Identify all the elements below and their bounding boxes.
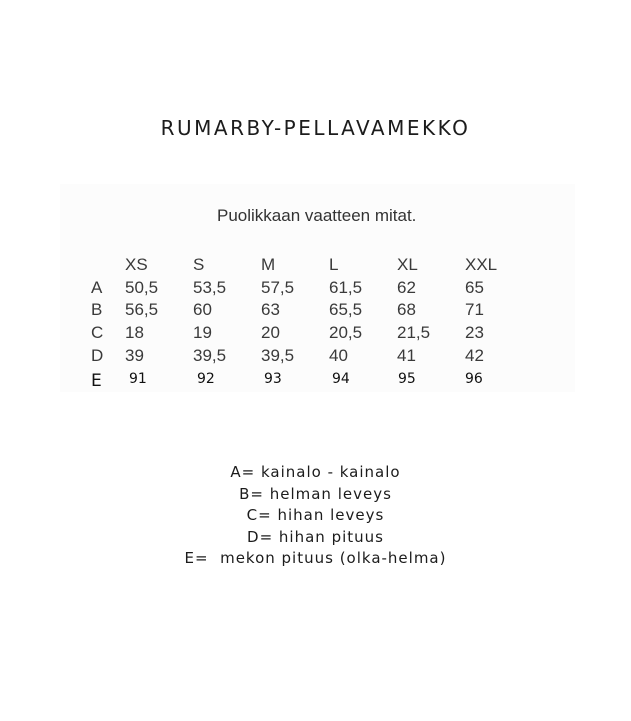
table-cell: 50,5 [125, 278, 159, 297]
row-label-e: E [91, 371, 102, 391]
legend-item-e: E= mekon pituus (olka-helma) [184, 549, 447, 567]
legend-item-c: C= hihan leveys [246, 506, 385, 524]
row-label-d: D [91, 346, 104, 365]
table-cell: 19 [193, 323, 212, 342]
table-cell: 39,5 [261, 346, 295, 365]
table-cell: 20 [261, 323, 280, 342]
row-label-b: B [91, 300, 103, 319]
table-cell: 18 [125, 323, 144, 342]
table-cell: 94 [332, 371, 350, 387]
table-cell: 91 [129, 371, 147, 387]
table-cell: 96 [465, 371, 483, 387]
table-cell: 95 [398, 371, 416, 387]
table-cell: 23 [465, 323, 484, 342]
size-chart-heading: Puolikkaan vaatteen mitat. [217, 206, 417, 225]
table-cell: 93 [264, 371, 282, 387]
size-header-xl: XL [397, 255, 418, 274]
legend-item-d: D= hihan pituus [247, 527, 384, 546]
table-cell: 56,5 [125, 300, 159, 319]
table-cell: 63 [261, 300, 280, 319]
table-cell: 65 [465, 278, 484, 297]
table-cell: 39,5 [193, 346, 227, 365]
table-cell: 40 [329, 346, 348, 365]
size-header-xs: XS [125, 255, 148, 274]
measurement-legend [0, 462, 631, 570]
table-cell: 62 [397, 278, 416, 297]
table-cell: 61,5 [329, 278, 363, 297]
table-cell: 92 [197, 371, 215, 387]
legend-item-b: B= helman leveys [239, 484, 392, 503]
table-cell: 57,5 [261, 278, 295, 297]
table-cell: 53,5 [193, 278, 227, 297]
table-cell: 41 [397, 346, 416, 365]
row-label-a: A [91, 278, 103, 297]
table-cell: 68 [397, 300, 416, 319]
legend-item-a: A= kainalo - kainalo [230, 463, 401, 481]
table-cell: 42 [465, 346, 484, 365]
size-header-m: M [261, 255, 276, 274]
size-header-l: L [329, 255, 339, 274]
table-cell: 60 [193, 300, 212, 319]
table-cell: 21,5 [397, 323, 431, 342]
size-header-s: S [193, 255, 205, 274]
size-header-xxl: XXL [465, 255, 498, 274]
table-cell: 65,5 [329, 300, 363, 319]
table-cell: 20,5 [329, 323, 363, 342]
table-cell: 39 [125, 346, 144, 365]
page-title: RUMARBY-PELLAVAMEKKO [160, 116, 471, 140]
row-label-c: C [91, 323, 104, 342]
table-cell: 71 [465, 300, 484, 319]
